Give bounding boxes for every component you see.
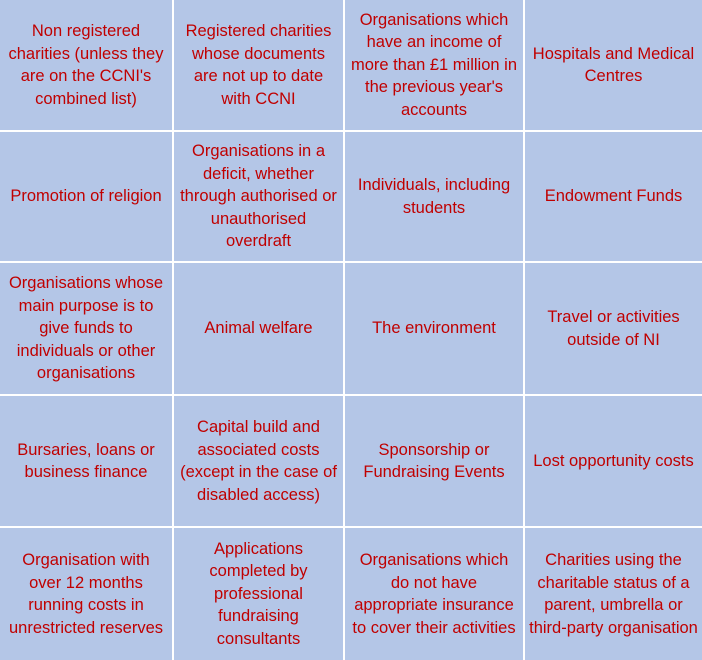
cell-text: Organisations in a deficit, whether through authorised or unauthorised overdraft xyxy=(180,142,337,251)
table-cell-r2-c4 xyxy=(525,132,702,263)
cell-text: Travel or activities outside of NI xyxy=(547,308,680,349)
cell-text: The environment xyxy=(372,319,496,338)
table-cell-r4-c2 xyxy=(174,396,345,528)
cell-text: Capital build and associated costs (except in the case of disabled access) xyxy=(180,418,337,504)
table-cell-r1-c1 xyxy=(0,0,174,132)
cell-text: Non registered charities (unless they are on the CCNI's combined list) xyxy=(8,22,164,108)
cell-text: Charities using the charitable status of a parent, umbrella or third-party organisation xyxy=(529,551,698,637)
table-cell-r3-c4 xyxy=(525,263,702,396)
table-cell-r5-c2 xyxy=(174,528,345,660)
cell-text: Promotion of religion xyxy=(10,187,162,206)
cell-text: Organisations which have an income of more than £1 million in the previous year's accounts xyxy=(351,10,517,119)
cell-text: Hospitals and Medical Centres xyxy=(532,44,695,85)
cell-text: Endowment Funds xyxy=(544,187,683,206)
cell-text: Applications completed by professional fundraising consultants xyxy=(209,539,308,648)
table-cell-r5-c3 xyxy=(345,528,525,660)
table-cell-r5-c4 xyxy=(525,528,702,660)
cell-text: Sponsorship or Fundraising Events xyxy=(363,440,505,481)
table-cell-r4-c4 xyxy=(525,396,702,528)
table-cell-r4-c3 xyxy=(345,396,525,528)
table-cell-r2-c2 xyxy=(174,132,345,263)
cell-text: Animal welfare xyxy=(204,319,313,338)
table-cell-r3-c2 xyxy=(174,263,345,396)
cell-text: Organisation with over 12 months running costs in unrestricted reserves xyxy=(8,551,164,637)
table-cell-r1-c4 xyxy=(525,0,702,132)
table-cell-r2-c1 xyxy=(0,132,174,263)
table-cell-r2-c3 xyxy=(345,132,525,263)
table-cell-r3-c3 xyxy=(345,263,525,396)
cell-text: Organisations whose main purpose is to give funds to individuals or other organisations xyxy=(8,274,164,383)
cell-text: Organisations which do not have appropriate insurance to cover their activities xyxy=(352,551,516,637)
table-cell-r5-c1 xyxy=(0,528,174,660)
table-cell-r1-c3 xyxy=(345,0,525,132)
cell-text: Individuals, including students xyxy=(357,176,511,217)
table-cell-r4-c1 xyxy=(0,396,174,528)
table-cell-r3-c1 xyxy=(0,263,174,396)
cell-text: Lost opportunity costs xyxy=(533,451,694,470)
cell-text: Registered charities whose documents are not up to date with CCNI xyxy=(185,22,332,108)
table-cell-r1-c2 xyxy=(174,0,345,132)
cell-text: Bursaries, loans or business finance xyxy=(17,440,155,481)
